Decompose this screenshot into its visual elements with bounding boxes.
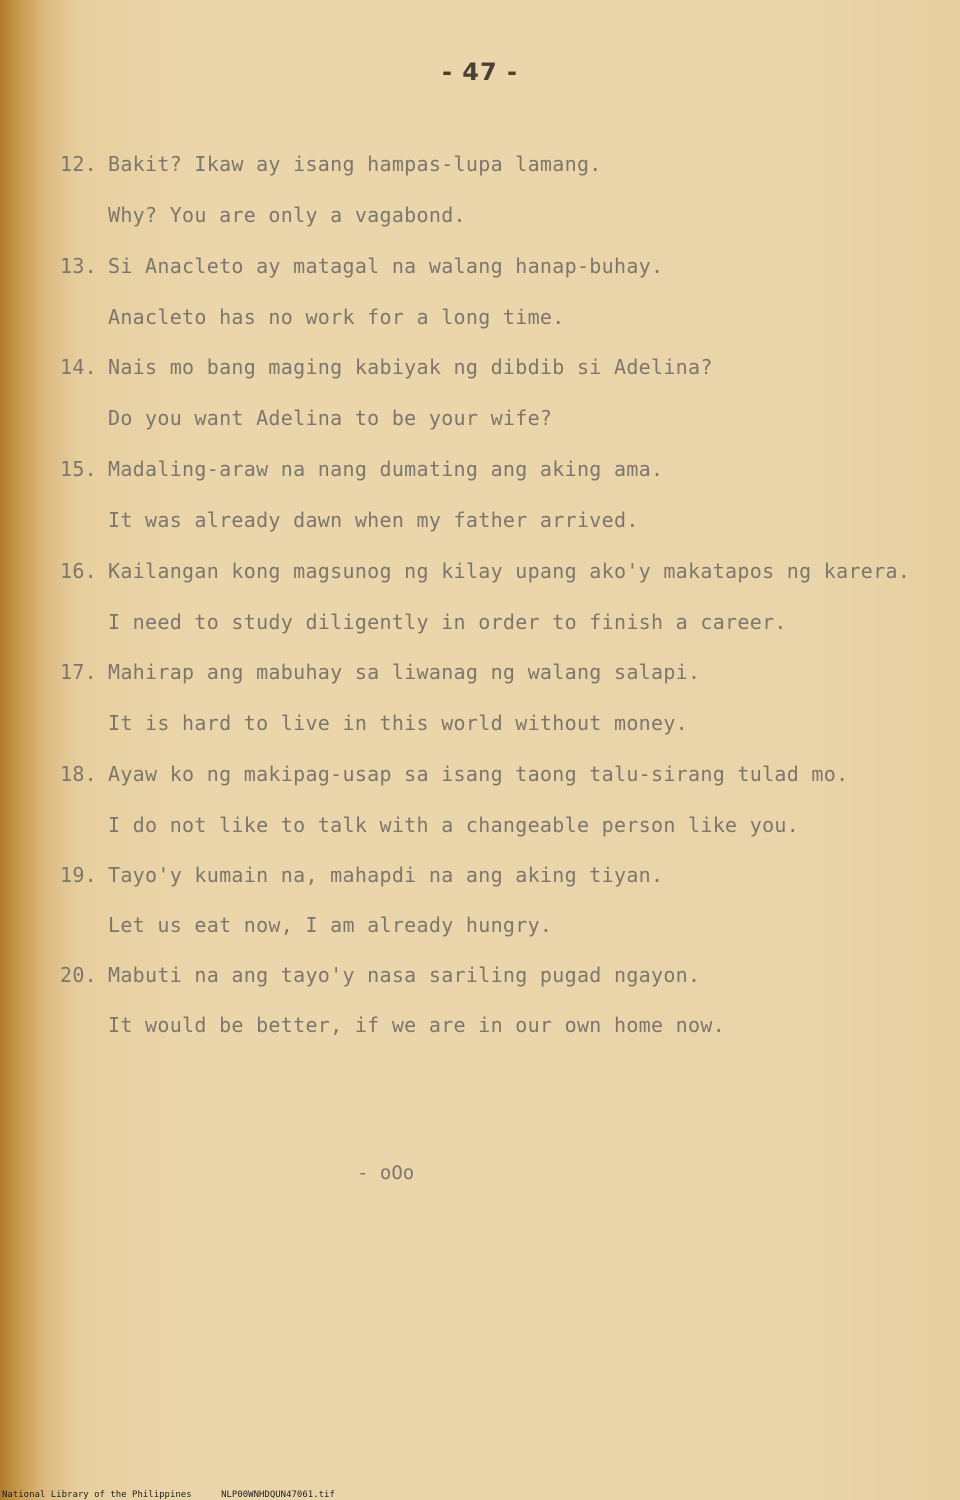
tagalog-sentence: Mahirap ang mabuhay sa liwanag ng walang salapi. [108, 660, 701, 684]
page-number: - 47 - [441, 58, 519, 86]
english-translation: Why? You are only a vagabond. [108, 203, 466, 227]
tagalog-sentence: Ayaw ko ng makipag-usap sa isang taong talu-sirang tulad mo. [108, 762, 849, 786]
entry-14-english [108, 406, 552, 430]
tagalog-sentence: Mabuti na ang tayo'y nasa sariling pugad ngayon. [108, 963, 701, 987]
entry-number: 13. [60, 254, 98, 278]
entry-15-tagalog [60, 457, 663, 481]
entry-20-english [108, 1013, 725, 1037]
entry-12-tagalog [60, 152, 602, 176]
tagalog-sentence: Kailangan kong magsunog ng kilay upang ako'y makatapos ng karera. [108, 559, 911, 583]
entry-19-english [108, 913, 552, 937]
english-translation: It was already dawn when my father arrived. [108, 508, 639, 532]
entry-17-english [108, 711, 688, 735]
entry-17-tagalog [60, 660, 700, 684]
entry-number: 18. [60, 762, 98, 786]
entry-14-tagalog [60, 355, 713, 379]
entry-12-english [108, 203, 466, 227]
entry-number: 14. [60, 355, 98, 379]
entry-18-tagalog [60, 762, 848, 786]
end-mark: - oOo [357, 1162, 415, 1184]
tagalog-sentence: Tayo'y kumain na, mahapdi na ang aking tiyan. [108, 863, 664, 887]
tagalog-sentence: Bakit? Ikaw ay isang hampas-lupa lamang. [108, 152, 602, 176]
english-translation: I do not like to talk with a changeable person like you. [108, 813, 800, 837]
entry-number: 19. [60, 863, 98, 887]
entry-15-english [108, 508, 639, 532]
entry-number: 16. [60, 559, 98, 583]
footer-file-id: NLP00WNHDQUN47061.tif [221, 1490, 335, 1500]
tagalog-sentence: Nais mo bang maging kabiyak ng dibdib si Adelina? [108, 355, 713, 379]
entry-16-tagalog [60, 559, 910, 583]
english-translation: Do you want Adelina to be your wife? [108, 406, 553, 430]
entry-13-tagalog [60, 254, 663, 278]
entry-19-tagalog [60, 863, 663, 887]
entry-number: 15. [60, 457, 98, 481]
english-translation: I need to study diligently in order to finish a career. [108, 610, 787, 634]
footer-library: National Library of the Philippines [2, 1490, 192, 1500]
entry-number: 12. [60, 152, 98, 176]
tagalog-sentence: Madaling-araw na nang dumating ang aking ama. [108, 457, 664, 481]
entry-number: 17. [60, 660, 98, 684]
tagalog-sentence: Si Anacleto ay matagal na walang hanap-buhay. [108, 254, 664, 278]
scan-footer [2, 1490, 359, 1500]
entry-number: 20. [60, 963, 98, 987]
entry-13-english [108, 305, 565, 329]
entry-16-english [108, 610, 787, 634]
entry-18-english [108, 813, 799, 837]
english-translation: Let us eat now, I am already hungry. [108, 913, 553, 937]
english-translation: It is hard to live in this world without money. [108, 711, 689, 735]
english-translation: It would be better, if we are in our own home now. [108, 1013, 726, 1037]
entry-20-tagalog [60, 963, 700, 987]
english-translation: Anacleto has no work for a long time. [108, 305, 565, 329]
